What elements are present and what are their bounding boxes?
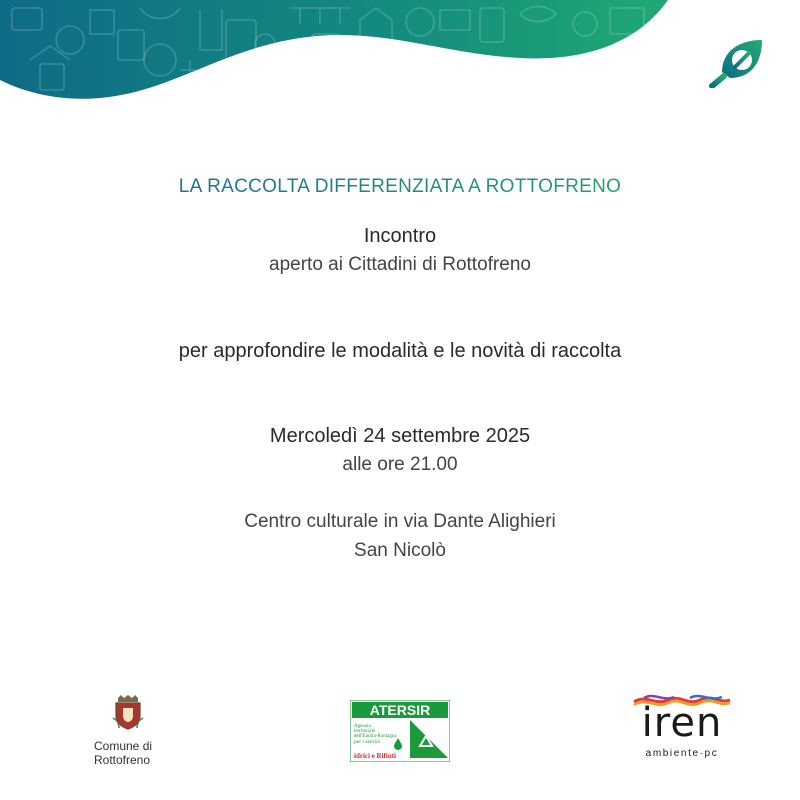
atersir-desc2: territoriale (354, 729, 376, 734)
event-time: alle ore 21.00 (342, 454, 458, 475)
event-audience: aperto ai Cittadini di Rottofreno (269, 254, 531, 275)
iren-logo (630, 692, 734, 768)
iren-wordmark: iren (641, 700, 723, 746)
iren-subtitle: ambiente·pc (645, 748, 719, 759)
event-title (0, 176, 800, 198)
leaf-search-icon (708, 36, 764, 88)
atersir-name: ATERSIR (369, 702, 431, 718)
event-purpose: per approfondire le modalità e le novità di raccolta (178, 340, 622, 362)
event-date: Mercoledì 24 settembre 2025 (269, 425, 531, 447)
coat-of-arms-icon (111, 694, 145, 730)
atersir-logo (350, 700, 450, 762)
atersir-desc5: idrici e Rifiuti (354, 752, 396, 760)
event-venue: Centro culturale in via Dante Alighieri (244, 511, 556, 532)
comune-line1: Comune di (94, 739, 153, 753)
event-type: Incontro (363, 225, 437, 247)
atersir-desc4: per i servizi (354, 739, 380, 745)
comune-line2: Rottofreno (94, 753, 151, 767)
atersir-desc3: dell'Emilia-Romagna (354, 734, 397, 739)
header-wave-banner (0, 0, 800, 110)
atersir-desc1: Agenzia (354, 724, 371, 729)
comune-logo (88, 694, 168, 767)
event-location: San Nicolò (354, 540, 446, 561)
event-title-text: LA RACCOLTA DIFFERENZIATA A ROTTOFRENO (178, 176, 622, 197)
